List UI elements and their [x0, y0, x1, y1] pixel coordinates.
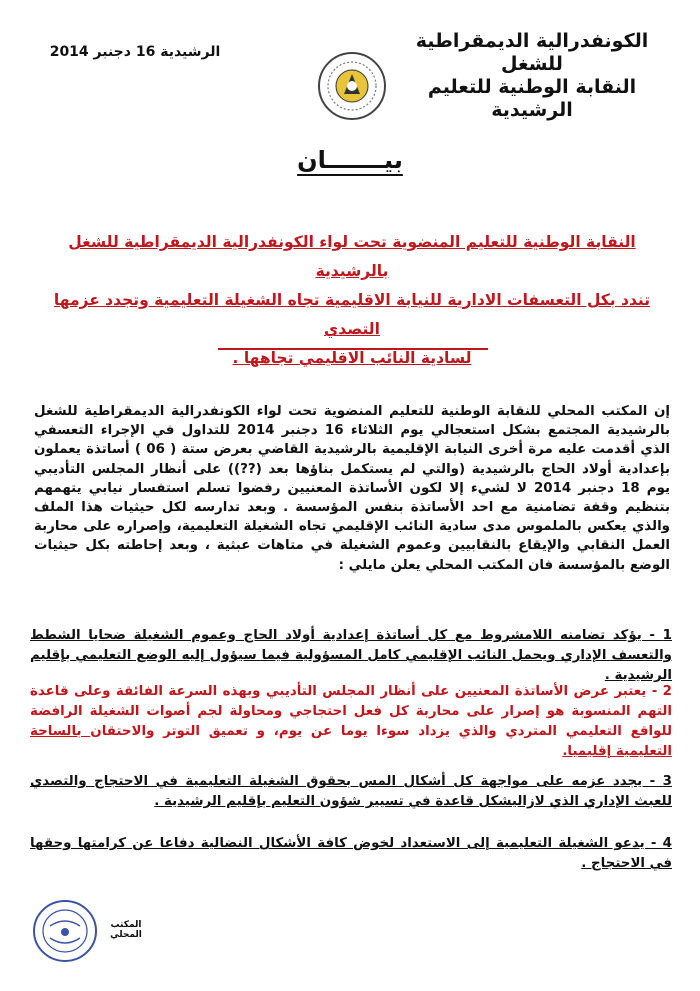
org-line-union: النقابة الوطنية للتعليم: [427, 76, 637, 98]
headline-line-3: لسادية النائب الاقليمي تجاهها .: [232, 349, 472, 367]
org-line-confederation: الكونفدرالية الديمقراطية للشغل: [415, 30, 649, 75]
statement-item-2-end: بالساحة التعليمية إقليميا.: [30, 724, 672, 759]
headline-line-1: النقابة الوطنية للتعليم المنضوية تحت لواء الكونفدرالية الديمقراطية للشغل بالرشيدية: [68, 233, 636, 280]
headline-line-2: تندد بكل التعسفات الادارية للنيابة الاقليمية تجاه الشغيلة التعليمية وتجدد عزمها التصدي: [53, 291, 651, 338]
statement-item-1: 1 - يؤكد تضامنه اللامشروط مع كل أساتذة إعدادية أولاد الحاج وعموم الشغيلة ضحايا الشطط والتعسف الإداري ويحمل النائب الإقليمي كامل المسؤولية فيما سيؤول إليه الوضع التعليمي بإقليم الرشيدية .: [30, 628, 672, 683]
org-line-city: الرشيدية: [491, 99, 573, 121]
headline: [46, 228, 658, 373]
signature-label: المكتب المحلي: [110, 920, 142, 940]
document-date: الرشيدية 16 دجنبر 2014: [49, 44, 221, 60]
document-title: بيـــــــان: [297, 146, 403, 174]
intro-paragraph: إن المكتب المحلي للنقابة الوطنية للتعليم المنضوية تحت لواء الكونفدرالية الديمقراطية للشغل بالرشيدية المجتمع بشكل استعجالي يوم الثلاثاء 16 دجنبر 2014 للتداول في الإجراء التعسفي الذي أقدمت عليه مرة أخرى النيابة الإقليمية بالرشيدية القاضي بعرض ستة ( 06 ) أساتذة يعملون بإعدادية أولاد الحاج بالرشيدية (والتي لم يستكمل بناؤها بعد (??)) على أنظار المجلس التأديبي يوم 18 دجنبر 2014 لا لشيء إلا لكون الأساتذة المعنيين رفضوا تسلم استفسار نيابي يتهمهم بتنظيم وقفة تضامنية مع احد الأساتذة بنفس المؤسسة . وبعد تدارسه لكل حيثيات هذا الملف والذي يعكس بالملموس مدى سادية النائب الإقليمي تجاه الشغيلة التعليمية، وإصراره على محاربة العمل النقابي والإيقاع بالنقابيين وعموم الشغيلة في متاهات عبثية ، وبعد إحاطته بكل حيثيات الوضع بالمؤسسة فان المكتب المحلي يعلن مايلي :: [34, 404, 671, 573]
statement-item-2-main: 2 - يعتبر عرض الأساتذة المعنيين على أنظار المجلس التأديبي وبهذه السرعة الفائقة وعلى قاعدة التهم المنسوبة هو إصرار على محاربة كل فعل احتجاجي ومحاولة لجم أصوات الشغيلة الرافضة للواقع التعليمي المتردي والذي يزداد سوءا يوما عن يوم، و تعميق التوتر والاحتقان: [30, 684, 672, 739]
union-logo-icon: [316, 50, 388, 122]
divider: [218, 348, 488, 350]
statement-item-4: 4 - يدعو الشغيلة التعليمية إلى الاستعداد لخوض كافة الأشكال النضالية دفاعا عن كرامتها وحقها في الاحتجاج .: [30, 836, 672, 871]
statement-item-3: 3 - يجدد عزمه على مواجهة كل أشكال المس بحقوق الشغيلة التعليمية في الاحتجاج والتصدي للعبث الإداري الذي لازاليشكل قاعدة في تسيير شؤون التعليم بإقليم الرشيدية .: [30, 774, 672, 809]
organization-header: [402, 30, 662, 122]
statement-item-2: [30, 682, 672, 762]
office-stamp-icon: [30, 896, 100, 966]
